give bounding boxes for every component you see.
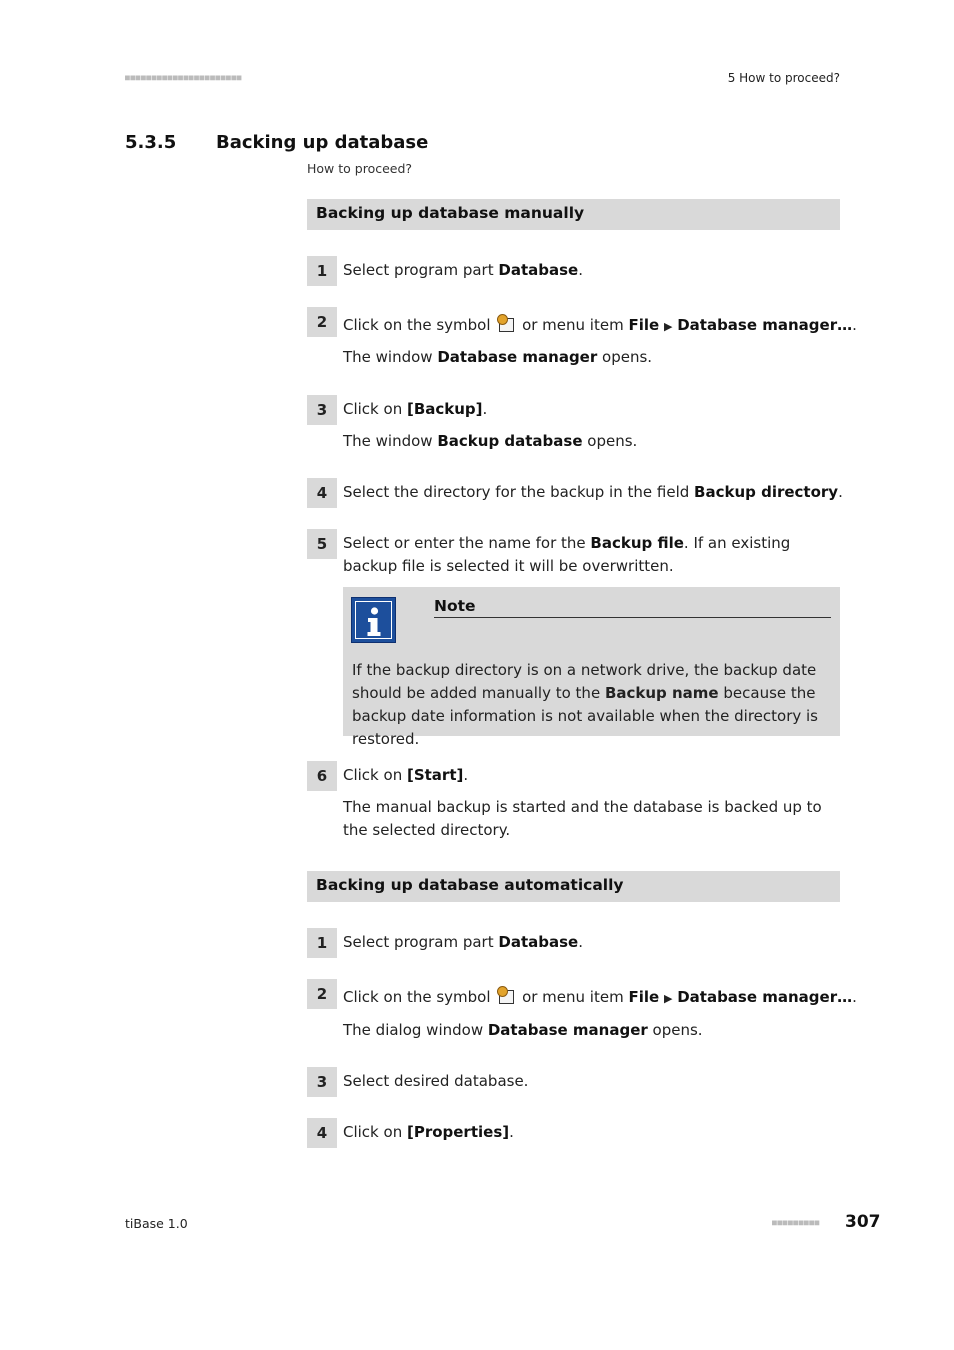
- step-text: Select the directory for the backup in the field Backup directory.: [343, 483, 843, 501]
- step-result: The manual backup is started and the database is backed up to the selected directory.: [343, 798, 822, 839]
- header-decoration: ■■■■■■■■■■■■■■■■■■■■■■: [125, 73, 242, 82]
- step-number: [307, 1118, 337, 1148]
- step-text: Click on [Backup].: [343, 400, 488, 418]
- step-number-label: 3: [316, 401, 328, 419]
- step-number-label: 5: [316, 535, 328, 553]
- step-number-label: 2: [316, 985, 328, 1003]
- step-number-label: 4: [316, 1124, 328, 1142]
- manual-heading-bar: [307, 199, 840, 230]
- note-text: If the backup directory is on a network drive, the backup date should be added manually to the Backup name because the backup date information is not available when the directory is restored.: [352, 661, 818, 748]
- step-text: Click on the symbol or menu item File ▶ Database manager….: [343, 316, 857, 334]
- step-number: [307, 979, 337, 1009]
- step-number: [307, 928, 337, 958]
- footer-product: tiBase 1.0: [125, 1216, 188, 1231]
- step-result: The window Database manager opens.: [343, 348, 653, 366]
- step-result: The window Backup database opens.: [343, 432, 638, 450]
- step-number-label: 3: [316, 1073, 328, 1091]
- step-number: [307, 395, 337, 425]
- manual-heading: Backing up database manually: [316, 204, 585, 222]
- section-number: 5.3.5: [125, 132, 177, 153]
- section-subtitle: How to proceed?: [307, 161, 413, 176]
- step-number-label: 4: [316, 484, 328, 502]
- step-number: [307, 529, 337, 559]
- step-number-label: 1: [316, 262, 328, 280]
- step-text: Click on [Properties].: [343, 1123, 514, 1141]
- step-number-label: 1: [316, 934, 328, 952]
- menu-arrow-icon: ▶: [663, 992, 673, 1005]
- step-text: Select desired database.: [343, 1072, 529, 1090]
- info-icon: [351, 597, 396, 643]
- automatic-heading-bar: [307, 871, 840, 902]
- step-result: The dialog window Database manager opens.: [343, 1021, 703, 1039]
- step-number: [307, 478, 337, 508]
- step-number: [307, 761, 337, 791]
- footer-decoration: ■■■■■■■■■: [772, 1218, 820, 1227]
- menu-arrow-icon: ▶: [663, 320, 673, 333]
- step-text: Select program part Database.: [343, 261, 583, 279]
- step-number: [307, 1067, 337, 1097]
- page-number: 307: [845, 1212, 881, 1232]
- section-title: Backing up database: [216, 132, 429, 153]
- step-text: Click on the symbol or menu item File ▶ Database manager….: [343, 988, 857, 1006]
- step-number-label: 6: [316, 767, 328, 785]
- step-text: Click on [Start].: [343, 766, 469, 784]
- database-manager-icon: [497, 314, 515, 332]
- step-number: [307, 256, 337, 286]
- step-number-label: 2: [316, 313, 328, 331]
- chapter-header: 5 How to proceed?: [727, 71, 840, 85]
- step-text: Select or enter the name for the Backup file. If an existing backup file is selected it will be overwritten.: [343, 534, 791, 575]
- step-text: Select program part Database.: [343, 933, 583, 951]
- step-number: [307, 307, 337, 337]
- note-title: Note: [434, 597, 831, 618]
- database-manager-icon: [497, 986, 515, 1004]
- automatic-heading: Backing up database automatically: [316, 876, 624, 894]
